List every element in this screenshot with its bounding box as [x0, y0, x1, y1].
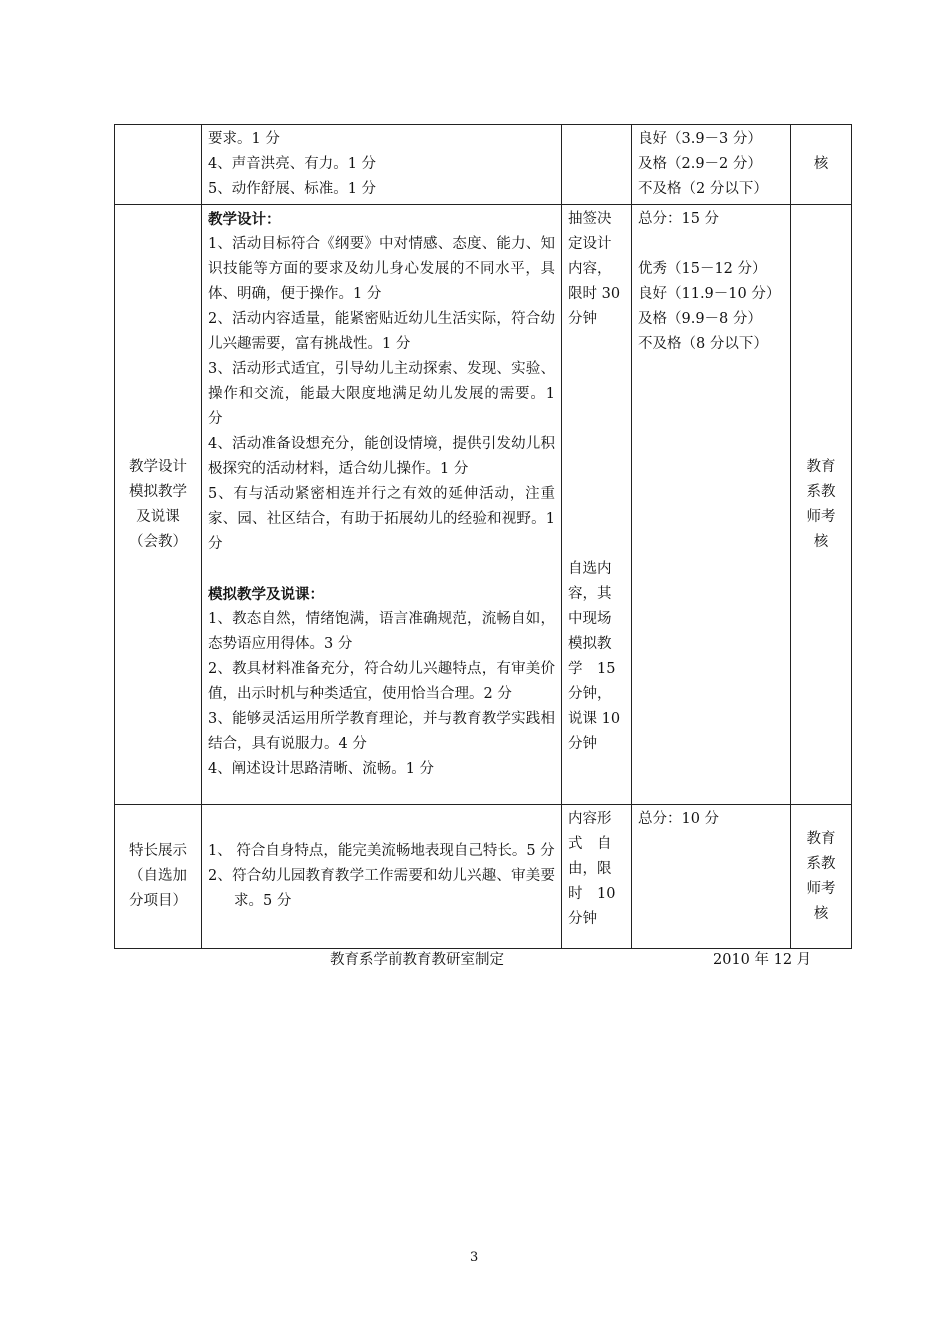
- scoring-cell: [632, 205, 791, 805]
- scoring-line: 及格（9.9－8 分）: [638, 311, 762, 327]
- scoring-line: 不及格（8 分以下）: [638, 336, 768, 352]
- criteria-item: 2、教具材料准备充分，符合幼儿兴趣特点，有审美价值，出示时机与种类适宜，使用恰当合理。2 分: [208, 661, 555, 702]
- category-cell: [115, 125, 202, 205]
- method-cell: 抽签决 定设计 内容， 限时 30 分钟 自选内 容，其 中现场 模拟教 学 15 分钟， 说课 10 分钟: [562, 205, 632, 805]
- criteria-cell: [202, 205, 562, 805]
- scoring-line: 不及格（2 分以下）: [638, 181, 768, 197]
- footer-maker: 教育系学前教育教研室制定: [330, 952, 504, 968]
- method-cell: 内容形 式 自 由，限 时 10 分钟: [562, 805, 632, 949]
- assessor-cell: 教育 系教 师考 核: [791, 205, 852, 805]
- scoring-cell: [632, 125, 791, 205]
- criteria-line: 5、动作舒展、标准。1 分: [208, 181, 377, 197]
- criteria-item: 2、活动内容适量，能紧密贴近幼儿生活实际，符合幼儿兴趣需要，富有挑战性。1 分: [208, 311, 555, 352]
- section-heading: 模拟教学及说课：: [208, 586, 324, 603]
- scoring-line: 良好（3.9－3 分）: [638, 131, 762, 147]
- criteria-item: 4、活动准备设想充分，能创设情境，提供引发幼儿积极探究的活动材料，适合幼儿操作。1 分: [208, 436, 555, 477]
- method-cell: [562, 125, 632, 205]
- footer-date: 2010 年 12 月: [713, 952, 812, 968]
- table-row: [115, 125, 852, 205]
- category-cell: 教学设计 模拟教学 及说课 （会教）: [115, 205, 202, 805]
- criteria-item: 3、能够灵活运用所学教育理论，并与教育教学实践相结合，具有说服力。4 分: [208, 711, 555, 752]
- section-heading: 教学设计：: [208, 211, 281, 228]
- table-row: [115, 805, 852, 949]
- category-cell: 特长展示 （自选加 分项目）: [115, 805, 202, 949]
- criteria-item: 3、活动形式适宜，引导幼儿主动探索、发现、实验、操作和交流，能最大限度地满足幼儿发展的需要。1 分: [208, 361, 555, 427]
- criteria-line: 4、声音洪亮、有力。1 分: [208, 156, 377, 172]
- criteria-item: 5、有与活动紧密相连并行之有效的延伸活动，注重家、园、社区结合，有助于拓展幼儿的经验和视野。1 分: [208, 486, 555, 552]
- criteria-item: 1、 符合自身特点，能完美流畅地表现自己特长。5 分: [208, 843, 555, 859]
- scoring-total: 总分：15 分: [638, 211, 720, 227]
- page-number: 3: [470, 1250, 479, 1265]
- assessor-cell: 教育 系教 师考 核: [791, 805, 852, 949]
- criteria-item: 1、教态自然，情绪饱满，语言准确规范，流畅自如，态势语应用得体。3 分: [208, 611, 555, 652]
- assessor-cell: 核: [791, 125, 852, 205]
- scoring-line: 及格（2.9－2 分）: [638, 156, 762, 172]
- scoring-line: 优秀（15－12 分）: [638, 261, 767, 277]
- criteria-cell: [202, 125, 562, 205]
- criteria-line: 要求。1 分: [208, 131, 280, 147]
- scoring-total: 总分：10 分: [638, 811, 720, 827]
- table-row: [115, 205, 852, 805]
- criteria-cell: [202, 805, 562, 949]
- scoring-line: 良好（11.9－10 分）: [638, 286, 781, 302]
- criteria-item: 4、阐述设计思路清晰、流畅。1 分: [208, 761, 435, 777]
- evaluation-table: [114, 124, 852, 949]
- criteria-item: 1、活动目标符合《纲要》中对情感、态度、能力、知识技能等方面的要求及幼儿身心发展的不同水平，具体、明确，便于操作。1 分: [208, 236, 555, 302]
- scoring-cell: [632, 805, 791, 949]
- criteria-item: 2、符合幼儿园教育教学工作需要和幼儿兴趣、审美要求。5 分: [208, 868, 555, 909]
